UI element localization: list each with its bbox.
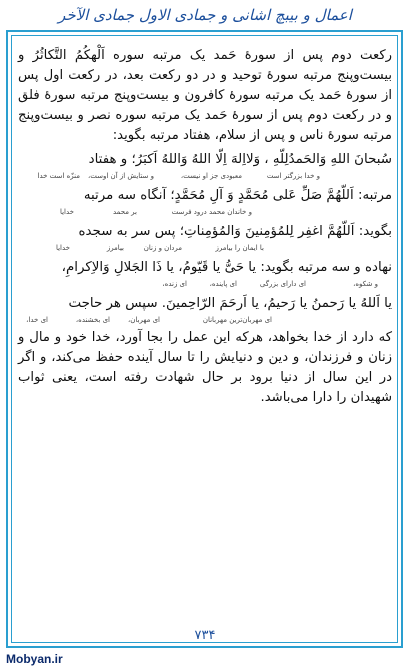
gloss: خدایا <box>55 244 70 252</box>
gloss: و خدا بزرگتر است <box>266 172 320 180</box>
gloss: بر محمد <box>112 208 137 216</box>
dua-line-5: یا اَللهُ یا رَحمنُ یا رَحیمُ، یا اَرحَمَ الرّاحِمینَ. سپس هر حاجت <box>68 296 392 311</box>
dua-line-1: سُبحانَ اللهِ وَالحَمدُلِلّهِ ، وَلااِلهَ اِلّا اللهُ وَاللهُ اَکبَرُ؛ و هفتاد <box>88 152 392 167</box>
gloss: ای پاینده، <box>209 280 237 288</box>
site-logo: Mobyan.ir <box>6 652 63 666</box>
paragraph-closing: که دارد از خدا بخواهد، هرکه این عمل را بجا آورد، خدا خود و مال و زنان و فرزندان، و دین و دنیایش را تا سال آینده حفظ می‌کند، و اگر در این سال از دنیا برود بر حال شهادت رفته است، یعنی ثواب شهیدان را دارا می‌باشد. <box>18 330 392 405</box>
gloss: معبودی جز او نیست، <box>180 172 242 180</box>
page-header: اعمال و بیبچ اشانی و جمادی الاول جمادی الآخر <box>58 6 352 24</box>
gloss: بیامرز <box>106 244 124 252</box>
gloss: ای بخشنده، <box>75 316 110 324</box>
gloss: ای دارای بزرگی <box>259 280 306 288</box>
dua-line-4: نهاده و سه مرتبه بگوید: یا حَیُّ یا قَیّومُ، یا ذَا الجَلالِ وَالاِکرامِ، <box>61 260 392 275</box>
page-number: ۷۳۴ <box>194 628 216 643</box>
gloss-row-2 <box>18 208 392 220</box>
gloss: با ایمان را بیامرز <box>215 244 264 252</box>
gloss: خدایا <box>59 208 74 216</box>
dua-line-3: بگوید: اَللّهُمَّ اغفِر لِلمُؤمِنینَ وَالمُؤمِناتِ؛ پس سر به سجده <box>78 224 392 239</box>
gloss: ای زنده، <box>162 280 187 288</box>
gloss-row-4 <box>18 280 392 292</box>
gloss-row-1 <box>18 172 392 184</box>
gloss: منزّه است خدا <box>37 172 80 180</box>
gloss: مردان و زنان <box>143 244 182 252</box>
gloss: ای مهربان‌ترین مهربانان <box>202 316 272 324</box>
gloss: و شکوه، <box>353 280 378 288</box>
gloss: ای مهربان، <box>128 316 160 324</box>
page-content <box>18 40 392 408</box>
gloss: ای خدا، <box>26 316 48 324</box>
gloss-row-5 <box>18 316 392 328</box>
gloss: و خاندان محمد درود فرست <box>171 208 252 216</box>
gloss: و ستایش از آن اوست، <box>88 172 154 180</box>
gloss-row-3 <box>18 244 392 256</box>
dua-line-2: مرتبه: اَللّهُمَّ صَلِّ عَلی مُحَمَّدٍ وَ آلِ مُحَمَّدٍ؛ آنگاه سه مرتبه <box>83 188 392 203</box>
paragraph-intro: رکعت دوم پس از سورۀ حَمد یک مرتبه سوره اَلْهکُمُ التَّکاثُرُ و بیست‌وپنج مرتبه سورۀ توحید و در دو رکعت بعد، در رکعت اول پس از سورۀ حَمد یک مرتبه سورۀ کافرون و بیست‌وپنج مرتبه سورۀ فلق و در رکعت دوم پس از سورۀ حَمد یک مرتبه سوره نصر و بیست‌وپنج مرتبه سورۀ ناس و پس از سلام، هفتاد مرتبه بگوید: <box>18 48 392 143</box>
